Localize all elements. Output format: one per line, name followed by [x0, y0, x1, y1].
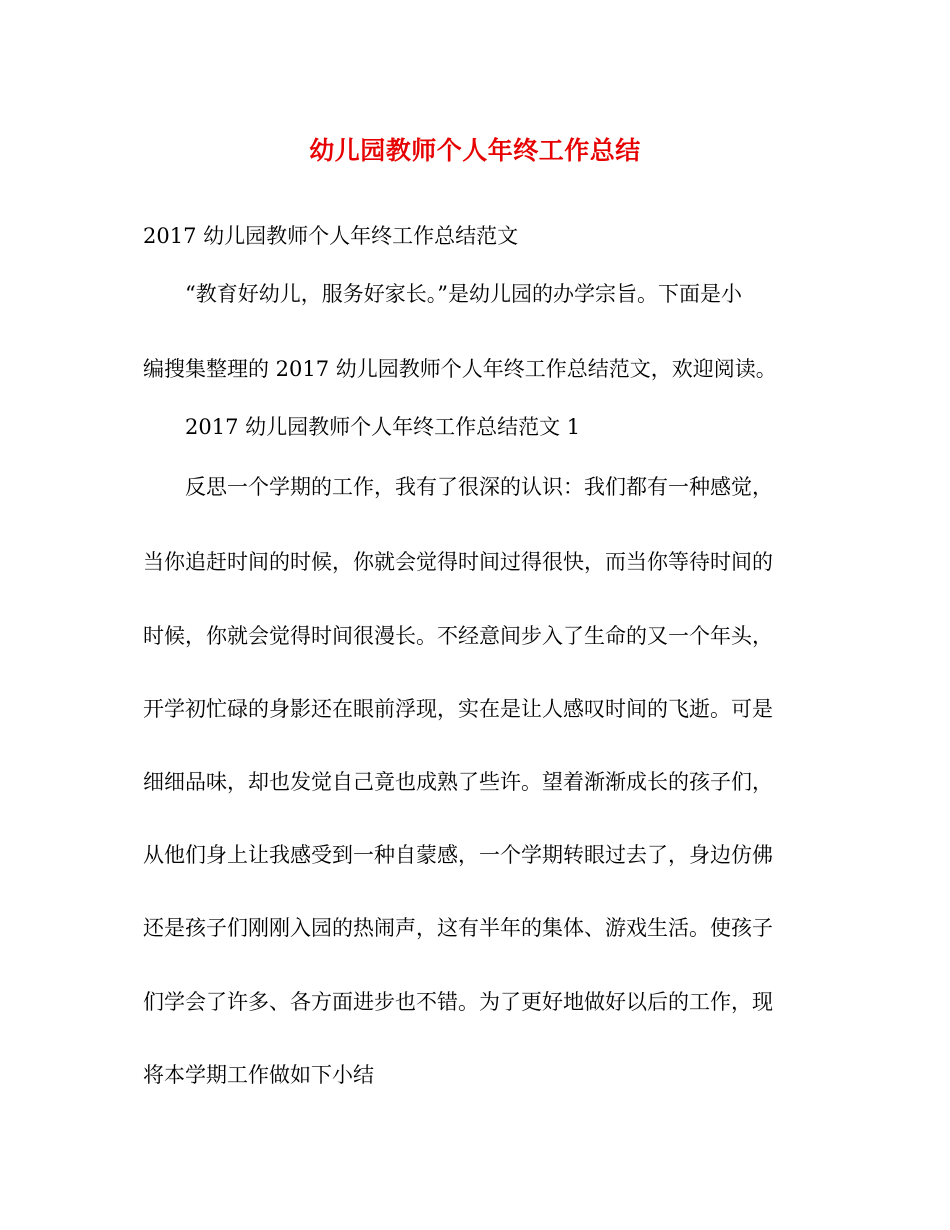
body-line-1: 反思一个学期的工作，我有了很深的认识：我们都有一种感觉， — [185, 475, 773, 499]
body-line-7: 还是孩子们刚刚入园的热闹声，这有半年的集体、游戏生活。使孩子 — [143, 916, 773, 940]
body-line-9: 将本学期工作做如下小结 — [143, 1063, 374, 1087]
intro-line-1: “教育好幼儿，服务好家长。”是幼儿园的办学宗旨。下面是小 — [185, 282, 742, 306]
intro-line-2: 编搜集整理的 2017 幼儿园教师个人年终工作总结范文，欢迎阅读。 — [143, 357, 777, 381]
section-heading: 2017 幼儿园教师个人年终工作总结范文 1 — [185, 415, 581, 439]
page-title: 幼儿园教师个人年终工作总结 — [309, 136, 641, 165]
body-line-4: 开学初忙碌的身影还在眼前浮现，实在是让人感叹时间的飞逝。可是 — [143, 697, 773, 721]
body-line-8: 们学会了许多、各方面进步也不错。为了更好地做好以后的工作，现 — [143, 990, 773, 1014]
body-line-6: 从他们身上让我感受到一种自蒙感，一个学期转眼过去了，身边仿佛 — [143, 843, 773, 867]
body-line-5: 细细品味，却也发觉自己竟也成熟了些许。望着渐渐成长的孩子们， — [143, 770, 773, 794]
subtitle: 2017 幼儿园教师个人年终工作总结范文 — [143, 224, 519, 248]
body-line-3: 时候，你就会觉得时间很漫长。不经意间步入了生命的又一个年头， — [143, 624, 773, 648]
body-line-2: 当你追赶时间的时候，你就会觉得时间过得很快，而当你等待时间的 — [143, 550, 773, 574]
